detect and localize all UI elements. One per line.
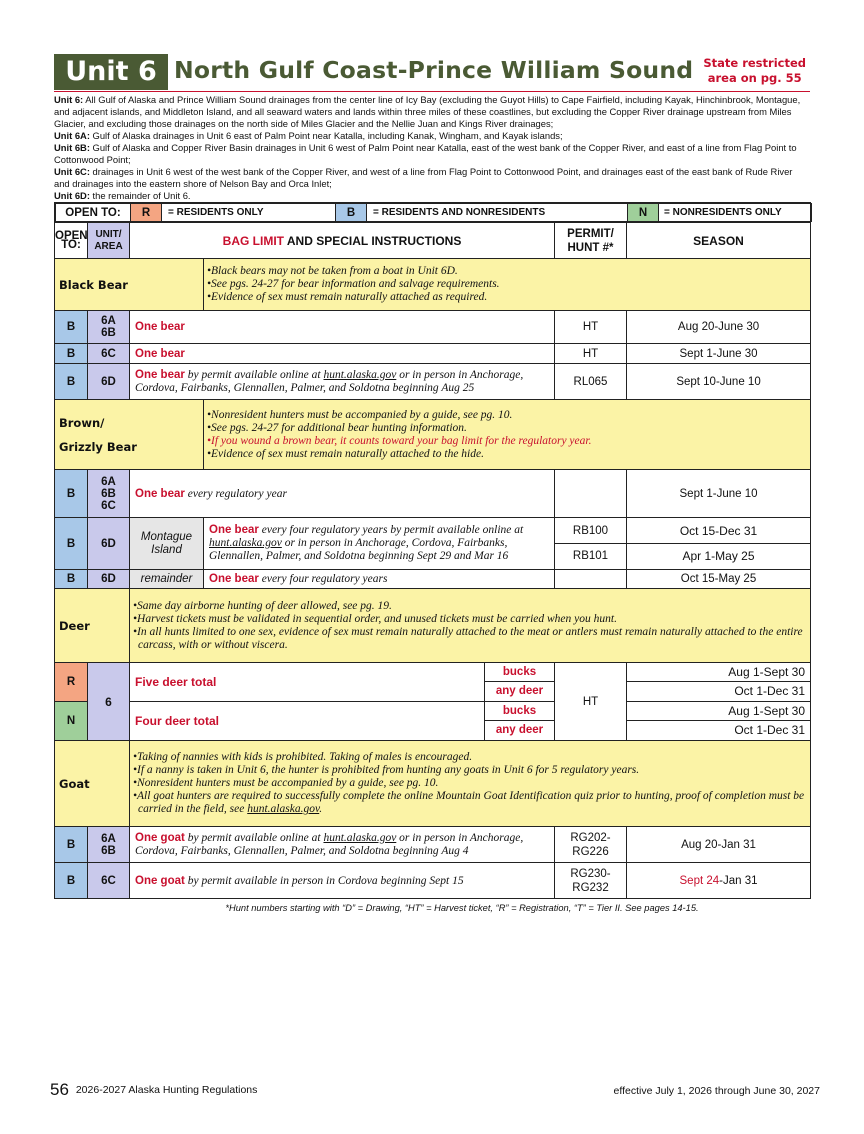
open-code: B <box>55 344 88 364</box>
hunt-alaska-link[interactable]: hunt.alaska.gov <box>209 537 282 549</box>
open-code: B <box>55 364 88 400</box>
permit-cell: HT <box>555 344 627 364</box>
table-row <box>55 364 811 400</box>
col-season: SEASON <box>627 223 811 259</box>
unit-cell: 6C <box>88 863 130 899</box>
season-cell: Sept 1-June 30 <box>627 344 811 364</box>
table-row <box>55 702 811 741</box>
open-code: B <box>55 470 88 518</box>
table-row <box>55 344 811 364</box>
col-permit: PERMIT/ HUNT #* <box>555 223 627 259</box>
area-cell: Montague Island <box>130 518 204 570</box>
permit-cell: HT <box>555 311 627 344</box>
bag-cell: One bear every four regulatory years <box>204 570 555 589</box>
unit-cell: 6D <box>88 570 130 589</box>
bag-cell: Five deer total bucks any deer <box>130 663 555 702</box>
season-cell: Oct 15-May 25 <box>627 570 811 589</box>
bag-cell: One bear every regulatory year <box>130 470 555 518</box>
bag-cell: One bear every four regulatory years by permit available online at hunt.alaska.gov or in person in Anchorage, Cordova, Fairbanks, Glennallen, Palmer, and Soldotna beginning Sept 29 and Mar 16 <box>204 518 555 570</box>
restricted-area-note[interactable] <box>703 56 806 86</box>
legend-r-text: = RESIDENTS ONLY <box>162 204 336 222</box>
table-row <box>55 570 811 589</box>
deer-title: Deer <box>55 589 130 663</box>
bag-cell: One bear <box>130 311 555 344</box>
bag-cell: One bear <box>130 344 555 364</box>
season-cell: Aug 20-June 30 <box>627 311 811 344</box>
bag-cell: One goat by permit available online at hunt.alaska.gov or in person in Anchorage, Cordova, Fairbanks, Glennallen, Palmer, and Soldotna beginning Aug 4 <box>130 827 555 863</box>
col-unit-area: UNIT/ AREA <box>88 223 130 259</box>
permit-cell: RB100 RB101 <box>555 518 627 570</box>
season-cell: Aug 1-Sept 30 Oct 1-Dec 31 <box>627 702 811 741</box>
column-headers <box>55 223 811 259</box>
black-bear-section <box>55 259 811 311</box>
season-cell: Sept 24-Jan 31 <box>627 863 811 899</box>
page-number: 56 <box>50 1080 69 1099</box>
table-row <box>55 470 811 518</box>
restricted-line-2: area on pg. 55 <box>707 71 802 85</box>
unit-badge: Unit 6 <box>54 54 168 90</box>
unit-cell: 6D <box>88 518 130 570</box>
legend-n-text: = NONRESIDENTS ONLY <box>659 204 812 222</box>
brown-bear-section <box>55 400 811 470</box>
brown-bear-title: Brown/ Grizzly Bear <box>55 400 204 470</box>
open-code: B <box>55 827 88 863</box>
bag-cell: One goat by permit available in person in Cordova beginning Sept 15 <box>130 863 555 899</box>
open-code: B <box>55 570 88 589</box>
black-bear-title: Black Bear <box>55 259 204 311</box>
brown-bear-notes: •Nonresident hunters must be accompanied by a guide, see pg. 10. •See pgs. 24-27 for additional bear hunting information. •If you wound a brown bear, it counts toward your bag limit for the regulatory year. •Evidence of sex must remain naturally attached to the hide. <box>204 400 811 470</box>
permit-cell: RG202- RG226 <box>555 827 627 863</box>
desc-unit-6c: Unit 6C: drainages in Unit 6 west of the west bank of the Copper River, and west of a line from Flag Point to Cottonwood Point, and drainages east of the east bank of Rude River and drainages into the eastern shore of Nelson Bay and Orca Inlet; <box>54 166 793 189</box>
unit-cell: 6A 6B <box>88 311 130 344</box>
hunt-alaska-link[interactable]: hunt.alaska.gov <box>323 368 397 381</box>
desc-unit-6: Unit 6: All Gulf of Alaska and Prince William Sound drainages from the center line of Icy Bay (excluding the Guyot Hills) to Cape Fairfield, including Kayak, Hinchinbrook, Montague, and adjacent islands, and Middleton Island, and all seaward waters and lands within three miles of these coastlines, but excluding the Copper River drainage upstream from Miles Glacier, and excluding those drainages on the north side of Miles Glacier and the Nellie Juan and Kings River drainages; <box>54 94 801 129</box>
permit-cell: HT <box>555 663 627 741</box>
regulation-page <box>54 52 810 913</box>
permit-cell <box>555 470 627 518</box>
deer-section <box>55 589 811 663</box>
bag-cell: Four deer total bucks any deer <box>130 702 555 741</box>
permit-cell <box>555 570 627 589</box>
area-cell: remainder <box>130 570 204 589</box>
table-row <box>55 518 811 570</box>
unit-header <box>54 52 810 92</box>
open-to-label: OPEN TO: <box>56 204 131 222</box>
season-cell: Oct 15-Dec 31 Apr 1-May 25 <box>627 518 811 570</box>
desc-unit-6b: Unit 6B: Gulf of Alaska and Copper River Basin drainages in Unit 6 west of Palm Point near Katalla, east of the west bank of the Copper River, and east of a line from Flag Point to Cottonwood Point; <box>54 142 797 165</box>
table-row <box>55 311 811 344</box>
permit-cell: RG230- RG232 <box>555 863 627 899</box>
table-row <box>55 863 811 899</box>
page-footer <box>50 1080 820 1100</box>
hunt-table <box>54 202 811 899</box>
unit-cell: 6A 6B <box>88 827 130 863</box>
black-bear-notes: •Black bears may not be taken from a boat in Unit 6D. •See pgs. 24-27 for bear information and salvage requirements. •Evidence of sex must remain naturally attached as required. <box>204 259 811 311</box>
open-to-legend <box>55 203 811 223</box>
open-code: B <box>55 518 88 570</box>
unit-cell: 6D <box>88 364 130 400</box>
goat-title: Goat <box>55 741 130 827</box>
unit-cell: 6A 6B 6C <box>88 470 130 518</box>
hunt-alaska-link[interactable]: hunt.alaska.gov <box>247 803 320 815</box>
legend-b-code: B <box>336 204 367 222</box>
unit-cell: 6C <box>88 344 130 364</box>
season-cell: Sept 1-June 10 <box>627 470 811 518</box>
footer-effective: effective July 1, 2026 through June 30, 2027 <box>613 1085 820 1097</box>
col-bag-limit: BAG LIMIT AND SPECIAL INSTRUCTIONS <box>130 223 555 259</box>
open-code-r: R <box>55 663 88 702</box>
hunt-number-footnote: *Hunt numbers starting with “D” = Drawing, “HT” = Harvest ticket, “R” = Registration, “T” = Tier II. See pages 14-15. <box>225 903 699 913</box>
col-open-to: OPEN TO: <box>55 223 88 259</box>
legend-b-text: = RESIDENTS AND NONRESIDENTS <box>367 204 628 222</box>
unit-descriptions <box>54 94 810 202</box>
open-code-n: N <box>55 702 88 741</box>
permit-cell: RL065 <box>555 364 627 400</box>
open-code: B <box>55 863 88 899</box>
season-cell: Sept 10-June 10 <box>627 364 811 400</box>
restricted-line-1: State restricted <box>703 56 806 70</box>
desc-unit-6d: Unit 6D: the remainder of Unit 6. <box>54 190 191 201</box>
deer-notes: •Same day airborne hunting of deer allowed, see pg. 19. •Harvest tickets must be validated in sequential order, and unused tickets must be carried when you hunt. •In all hunts limited to one sex, evidence of sex must remain naturally attached to the meat or antlers must remain naturally attached to the entire carcass, with or without viscera. <box>130 589 811 663</box>
unit-cell: 6 <box>88 663 130 741</box>
legend-n-code: N <box>628 204 659 222</box>
footer-title: 2026-2027 Alaska Hunting Regulations <box>75 1084 258 1096</box>
season-cell: Aug 20-Jan 31 <box>627 827 811 863</box>
desc-unit-6a: Unit 6A: Gulf of Alaska drainages in Unit 6 east of Palm Point near Katalla, including Kanak, Wingham, and Kayak islands; <box>54 130 563 141</box>
hunt-alaska-link[interactable]: hunt.alaska.gov <box>323 831 397 844</box>
table-row <box>55 827 811 863</box>
goat-notes: •Taking of nannies with kids is prohibited. Taking of males is encouraged. •If a nanny is taken in Unit 6, the hunter is prohibited from hunting any goats in Unit 6 for 5 regulatory years. •Nonresident hunters must be accompanied by a guide, see pg. 10. •All goat hunters are required to successfully complete the online Mountain Goat Identification quiz prior to hunting, proof of completion must be carried in the field, see hunt.alaska.gov. <box>130 741 811 827</box>
open-code: B <box>55 311 88 344</box>
bag-cell: One bear by permit available online at hunt.alaska.gov or in person in Anchorage, Cordova, Fairbanks, Glennallen, Palmer, and Soldotna beginning Aug 25 <box>130 364 555 400</box>
goat-section <box>55 741 811 827</box>
legend-r-code: R <box>131 204 162 222</box>
unit-name: North Gulf Coast-Prince William Sound <box>174 56 694 84</box>
table-row <box>55 663 811 702</box>
season-cell: Aug 1-Sept 30 Oct 1-Dec 31 <box>627 663 811 702</box>
